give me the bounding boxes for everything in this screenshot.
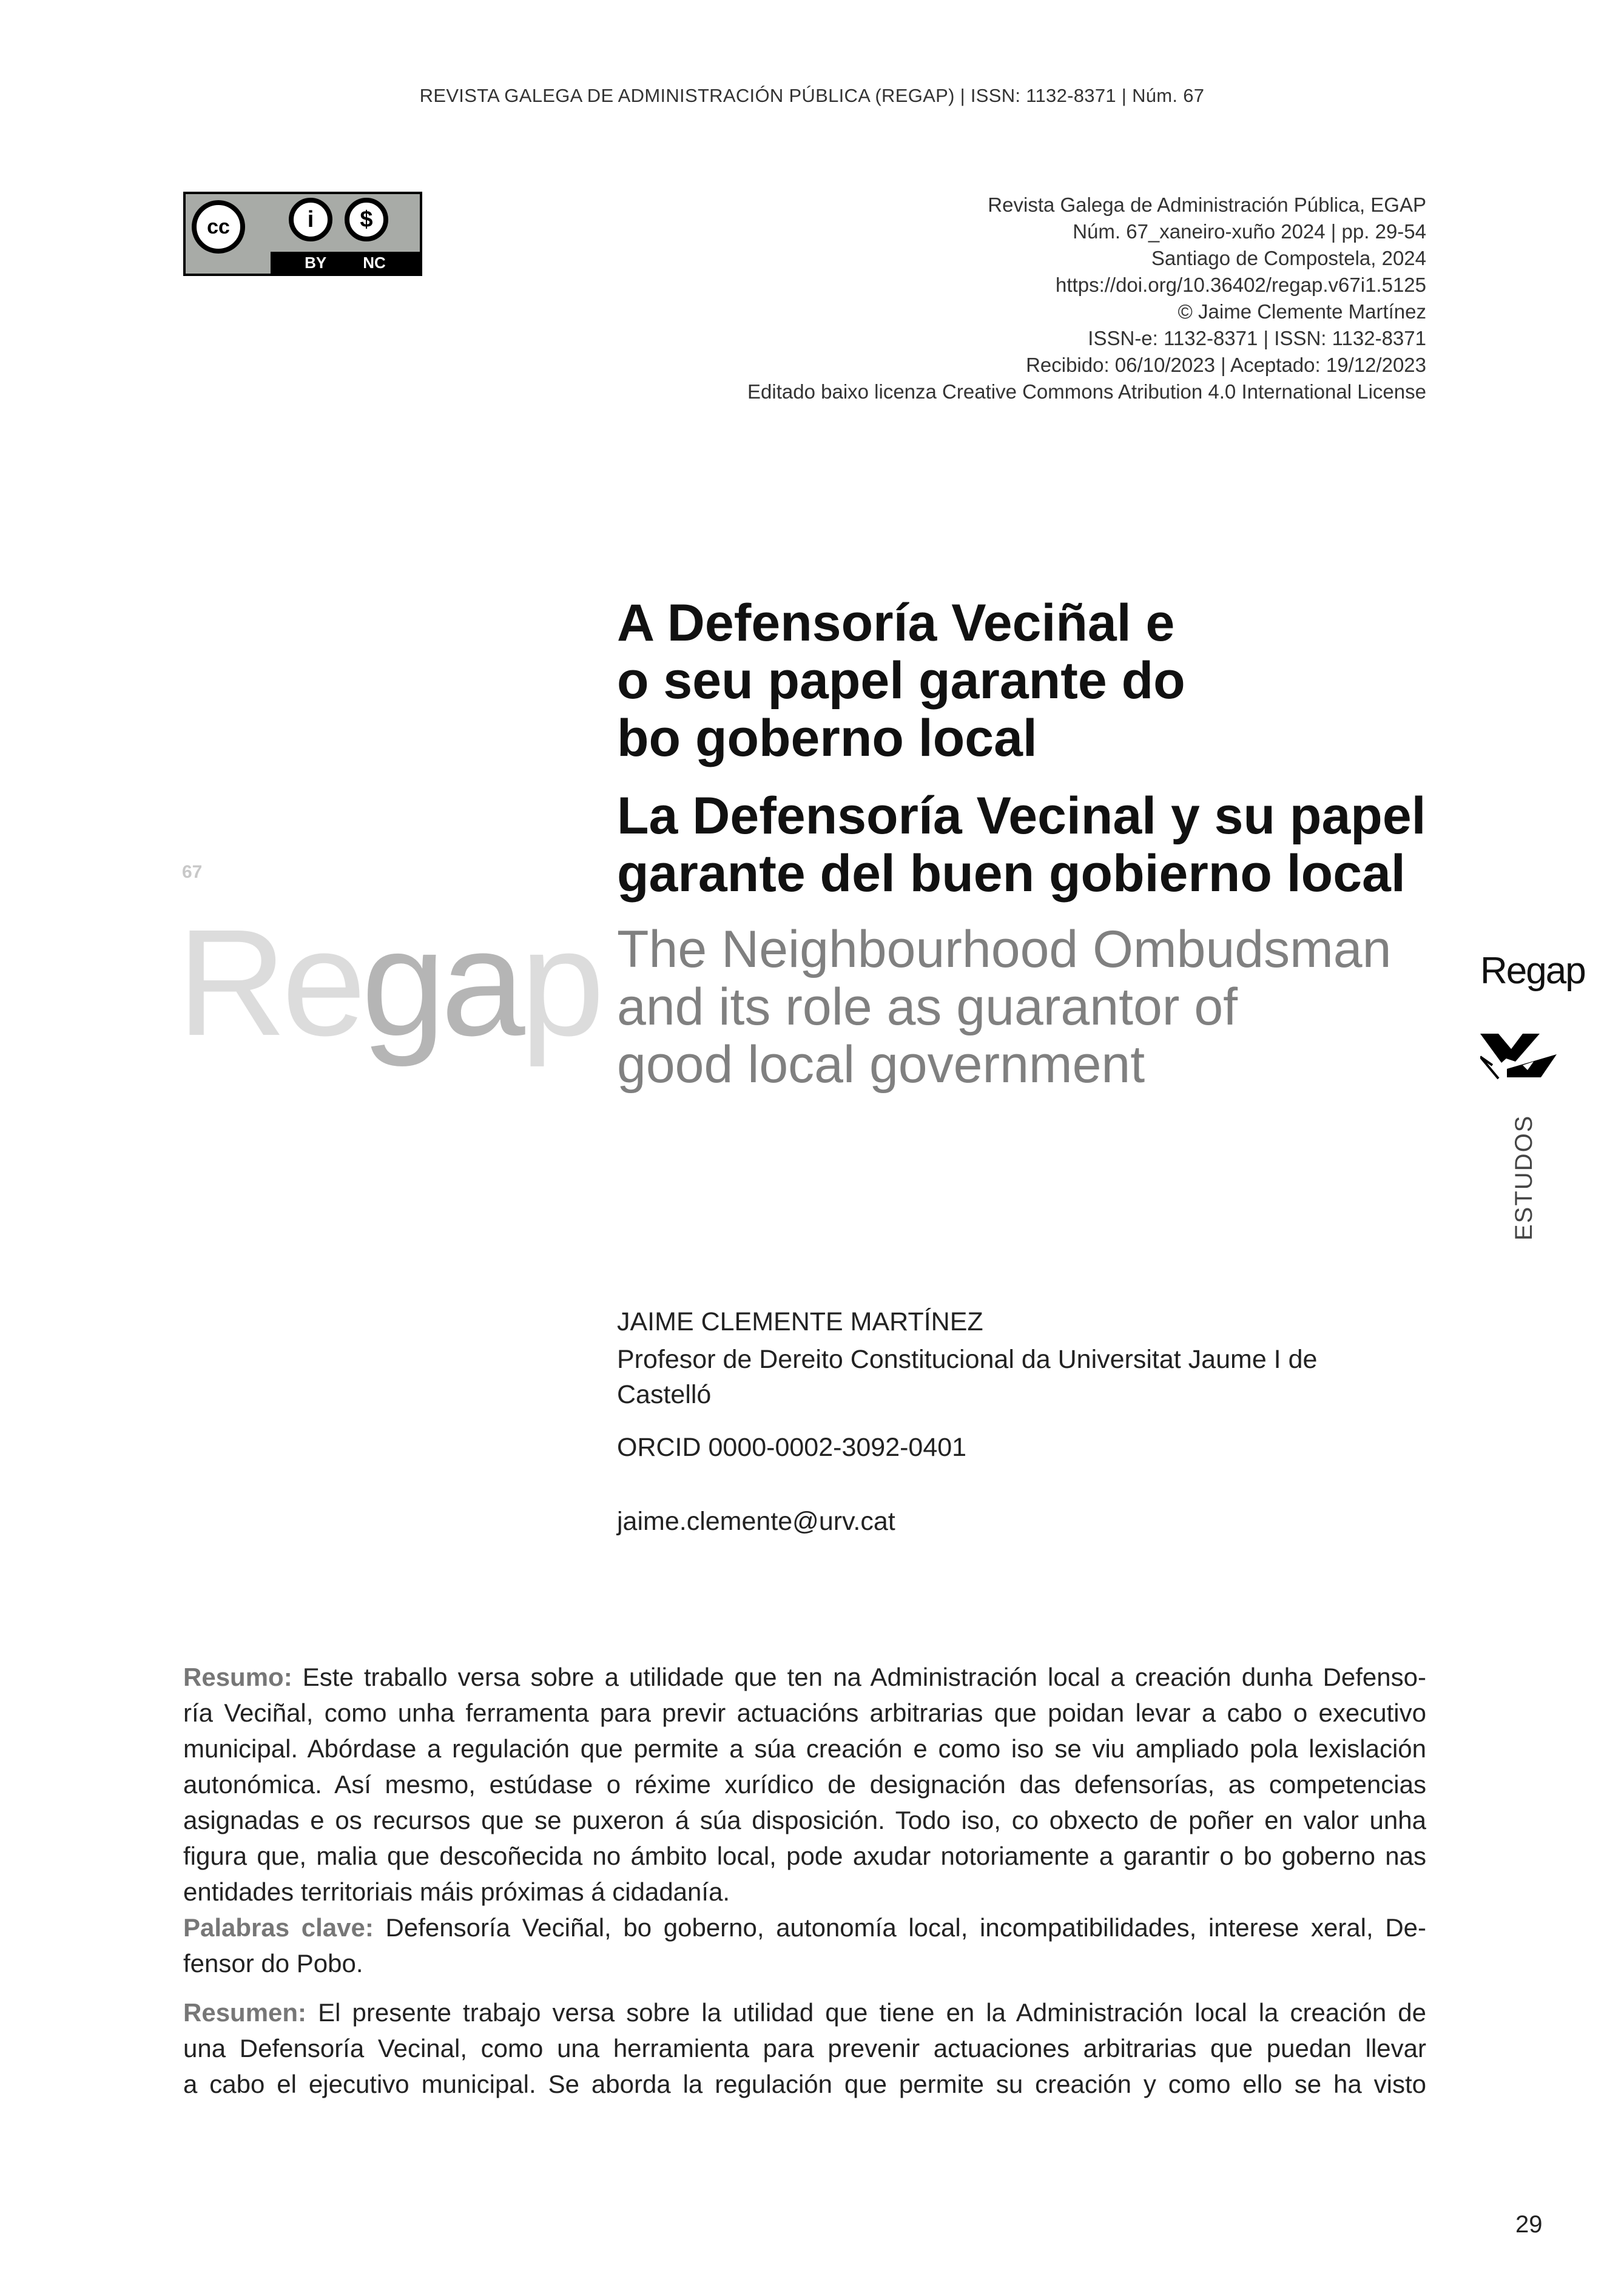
- running-header: REVISTA GALEGA DE ADMINISTRACIÓN PÚBLICA (REGAP) | ISSN: 1132-8371 | Núm. 67: [419, 85, 1205, 106]
- meta-place: Santiago de Compostela, 2024: [1151, 247, 1426, 269]
- abstract-line: a cabo el ejecutivo municipal. Se aborda la regulación que permite su creación y como ello se ha visto: [183, 2070, 1426, 2098]
- author-orcid[interactable]: ORCID 0000-0002-3092-0401: [617, 1433, 967, 1462]
- attribution-person-icon: i: [289, 198, 332, 241]
- abstract-line: ría Veciñal, como unha ferramenta para previr actuacións arbitrarias que poidan levar a cabo o executivo: [183, 1699, 1426, 1727]
- meta-dates: Recibido: 06/10/2023 | Aceptado: 19/12/2023: [1026, 354, 1426, 376]
- resumen-label: Resumen:: [183, 1998, 307, 2027]
- title-line: La Defensoría Vecinal y su papel: [617, 787, 1426, 845]
- abstract-line: El presente trabajo versa sobre la utilidad que tiene en la Administración local la creación de: [306, 1998, 1426, 2027]
- egap-emblem-icon: [1480, 1031, 1559, 1080]
- license-strip: [271, 252, 420, 274]
- title-line: bo goberno local: [617, 709, 1037, 767]
- regap-watermark-logo: [177, 892, 600, 1074]
- author-affiliation: [617, 1342, 1317, 1412]
- title-spanish: [617, 787, 1426, 903]
- abstract-line: asignadas e os recursos que se puxeron á súa disposición. Todo iso, co obxecto de poñer en valor unha: [183, 1806, 1426, 1834]
- keywords-label: Palabras clave:: [183, 1913, 374, 1942]
- logo-re: Re: [177, 898, 362, 1067]
- keywords-paragraph: [183, 1910, 1426, 1981]
- resumen-paragraph: [183, 1995, 1426, 2102]
- title-line: A Defensoría Veciñal e: [617, 594, 1175, 652]
- title-line: good local government: [617, 1035, 1145, 1094]
- abstract-line: municipal. Abórdase a regulación que permite a súa creación e como iso se viu ampliado pola lexislación: [183, 1734, 1426, 1763]
- title-line: The Neighbourhood Ombudsman: [617, 920, 1392, 978]
- abstract-line: figura que, malia que descoñecida no ámbito local, pode axudar notoriamente a garantir o bo goberno nas: [183, 1842, 1426, 1870]
- by-label: BY: [305, 253, 327, 272]
- cc-icon: [192, 200, 245, 254]
- meta-journal: Revista Galega de Administración Pública, EGAP: [988, 194, 1426, 216]
- author-name: JAIME CLEMENTE MARTÍNEZ: [617, 1307, 983, 1336]
- regap-side-logo: Regap: [1480, 950, 1585, 992]
- issue-number: 67: [182, 862, 203, 882]
- logo-p: p: [520, 898, 600, 1067]
- author-email[interactable]: jaime.clemente@urv.cat: [617, 1507, 895, 1536]
- abstract: [183, 1659, 1426, 2102]
- meta-issn: ISSN-e: 1132-8371 | ISSN: 1132-8371: [1088, 327, 1426, 349]
- nc-label: NC: [363, 253, 386, 272]
- cc-text: cc: [207, 215, 230, 238]
- publication-meta: [747, 192, 1426, 405]
- cc-by-nc-license-badge: [183, 192, 422, 276]
- affiliation-line: Castelló: [617, 1380, 712, 1409]
- resumo-label: Resumo:: [183, 1663, 292, 1691]
- meta-copyright: © Jaime Clemente Martínez: [1178, 300, 1426, 323]
- meta-license: Editado baixo licenza Creative Commons Atribution 4.0 International License: [747, 380, 1426, 403]
- abstract-line: entidades territoriais máis próximas á cidadanía.: [183, 1877, 730, 1906]
- affiliation-line: Profesor de Dereito Constitucional da Universitat Jaume I de: [617, 1345, 1318, 1374]
- abstract-line: Este traballo versa sobre a utilidade que ten na Administración local a creación dunha Defenso-: [292, 1663, 1426, 1691]
- noncommercial-dollar-icon: $: [345, 198, 388, 241]
- section-label: ESTUDOS: [1511, 1114, 1537, 1241]
- resumo-paragraph: [183, 1659, 1426, 1910]
- title-line: o seu papel garante do: [617, 652, 1185, 710]
- title-english: [617, 921, 1391, 1094]
- page-number: 29: [1515, 2211, 1543, 2238]
- abstract-line: una Defensoría Vecinal, como una herramienta para prevenir actuaciones arbitrarias que puedan llevar: [183, 2034, 1426, 2062]
- meta-issue: Núm. 67_xaneiro-xuño 2024 | pp. 29-54: [1073, 220, 1426, 243]
- title-galician: [617, 594, 1185, 767]
- keywords-line: Defensoría Veciñal, bo goberno, autonomía local, incompatibilidades, interese xeral, De-: [373, 1913, 1426, 1942]
- title-line: and its role as guarantor of: [617, 978, 1238, 1036]
- title-line: garante del buen gobierno local: [617, 844, 1406, 903]
- keywords-line: fensor do Pobo.: [183, 1949, 363, 1978]
- abstract-line: autonómica. Así mesmo, estúdase o réxime xurídico de designación das defensorías, as competencias: [183, 1770, 1426, 1799]
- meta-doi-link[interactable]: https://doi.org/10.36402/regap.v67i1.5125: [1056, 274, 1426, 296]
- logo-ga: ga: [361, 898, 521, 1067]
